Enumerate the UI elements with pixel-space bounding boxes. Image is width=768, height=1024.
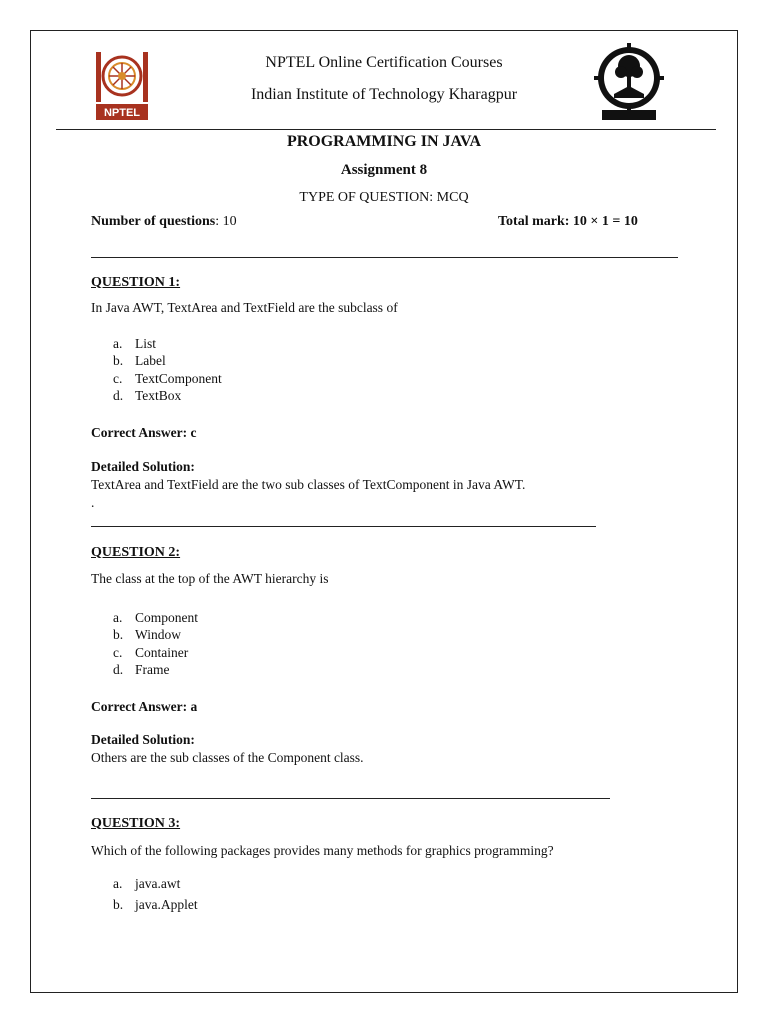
assignment-title: Assignment 8 bbox=[340, 162, 428, 178]
question-1-text: In Java AWT, TextArea and TextField are the subclass of bbox=[91, 300, 398, 315]
question-2-option bbox=[113, 662, 170, 678]
question-2-title: QUESTION 2: bbox=[91, 545, 181, 560]
option-label: a. bbox=[113, 610, 123, 625]
option-label: d. bbox=[113, 662, 124, 677]
option-label: c. bbox=[113, 371, 123, 386]
option-text: java.awt bbox=[135, 876, 181, 891]
question-2-answer: Correct Answer: a bbox=[91, 699, 198, 714]
question-1-option bbox=[113, 388, 181, 404]
question-type: TYPE OF QUESTION: MCQ bbox=[299, 190, 469, 205]
number-of-questions-label: Number of questions bbox=[91, 214, 216, 229]
question-divider bbox=[91, 526, 596, 527]
course-title: PROGRAMMING IN JAVA bbox=[286, 133, 482, 150]
question-1-solution-heading: Detailed Solution: bbox=[91, 459, 195, 474]
question-2-text: The class at the top of the AWT hierarchy is bbox=[91, 571, 329, 586]
header-divider bbox=[56, 129, 716, 130]
question-1-title: QUESTION 1: bbox=[91, 275, 181, 290]
question-1-solution-extra: . bbox=[91, 495, 95, 510]
question-3-text: Which of the following packages provides many methods for graphics programming? bbox=[91, 843, 554, 858]
option-label: b. bbox=[113, 353, 124, 368]
option-text: Container bbox=[135, 645, 189, 660]
option-text: TextComponent bbox=[135, 371, 222, 386]
option-label: c. bbox=[113, 645, 123, 660]
question-1-option bbox=[113, 336, 156, 352]
header-line-2: Indian Institute of Technology Kharagpur bbox=[250, 86, 518, 103]
option-text: TextBox bbox=[135, 388, 182, 403]
nptel-logo-text: NPTEL bbox=[103, 107, 141, 119]
option-text: java.Applet bbox=[135, 897, 198, 912]
option-text: Window bbox=[135, 627, 181, 642]
option-text: List bbox=[135, 336, 157, 351]
question-2-option bbox=[113, 610, 198, 626]
question-1-answer: Correct Answer: c bbox=[91, 425, 197, 440]
option-text: Component bbox=[135, 610, 198, 625]
option-label: b. bbox=[113, 897, 124, 912]
question-2-solution-heading: Detailed Solution: bbox=[91, 732, 195, 747]
question-3-option bbox=[113, 876, 180, 892]
option-label: b. bbox=[113, 627, 124, 642]
question-1-option bbox=[113, 353, 166, 369]
question-2-option bbox=[113, 645, 188, 661]
option-label: a. bbox=[113, 876, 123, 891]
total-mark: Total mark: 10 × 1 = 10 bbox=[498, 214, 638, 229]
question-2-option bbox=[113, 627, 181, 643]
question-2-solution: Others are the sub classes of the Component class. bbox=[91, 750, 364, 765]
question-3-option bbox=[113, 897, 198, 913]
question-divider bbox=[91, 798, 610, 799]
option-label: a. bbox=[113, 336, 123, 351]
section-divider bbox=[91, 257, 678, 258]
option-label: d. bbox=[113, 388, 124, 403]
question-3-title: QUESTION 3: bbox=[91, 816, 181, 831]
question-1-option bbox=[113, 371, 222, 387]
question-1-solution: TextArea and TextField are the two sub classes of TextComponent in Java AWT. bbox=[91, 477, 526, 492]
number-of-questions bbox=[91, 214, 237, 230]
header-line-1: NPTEL Online Certification Courses bbox=[265, 54, 503, 71]
option-text: Label bbox=[135, 353, 166, 368]
option-text: Frame bbox=[135, 662, 170, 677]
number-of-questions-value: : 10 bbox=[215, 214, 237, 229]
